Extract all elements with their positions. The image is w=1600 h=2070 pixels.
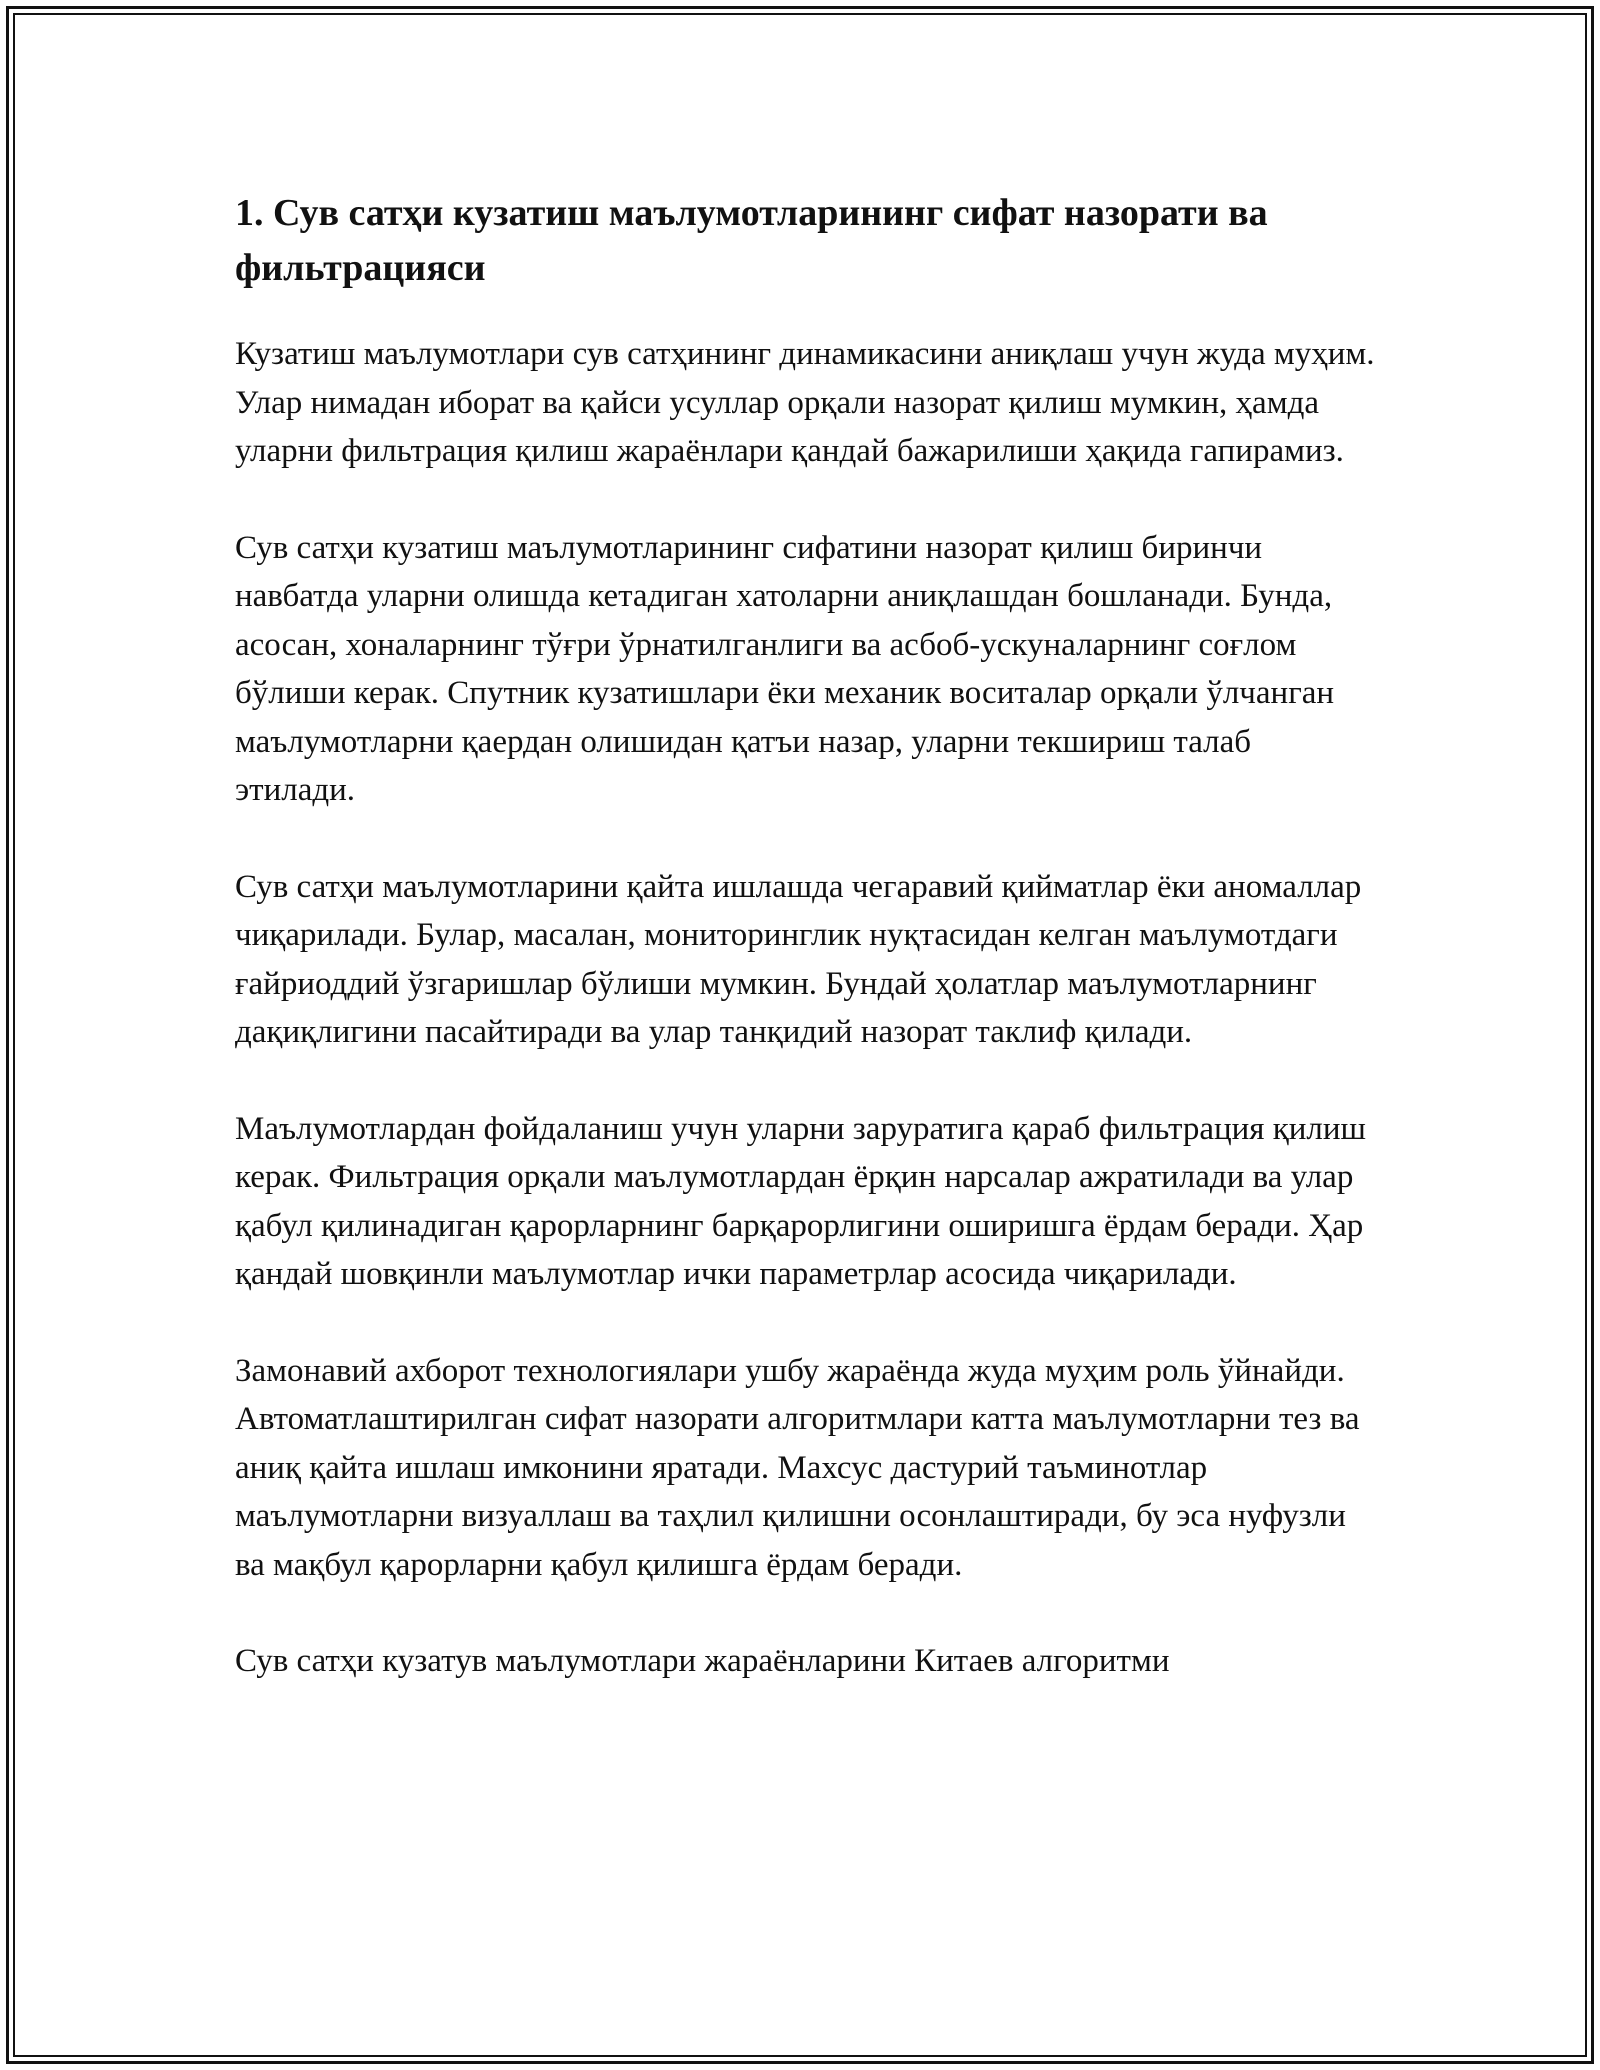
paragraph-6: Сув сатҳи кузатув маълумотлари жараёнларини Китаев алгоритми — [235, 1643, 1170, 1679]
paragraph-5: Замонавий ахборот технологиялари ушбу жараёнда жуда муҳим роль ўйнайди. Автоматлаштирилган сифат назорати алгоритмлари катта маълумотларни тез ва аниқ қайта ишлаш имконини яратади. Махсус дастурий таъминотлар маълумотларни визуаллаш ва таҳлил қилишни осонлаштиради, бу эса нуфузли ва мақбул қарорларни қабул қилишга ёрдам беради. — [235, 1352, 1360, 1583]
paragraph-3: Сув сатҳи маълумотларини қайта ишлашда чегаравий қийматлар ёки аномаллар чиқарилади. Булар, масалан, мониторинглик нуқтасидан келган маълумотдаги ғайриоддий ўзгаришлар бўлиши мумкин. Бундай ҳолатлар маълумотларнинг дақиқлигини пасайтиради ва улар танқидий назорат таклиф қилади. — [235, 868, 1362, 1050]
document-body — [235, 186, 1375, 1734]
paragraph-2: Сув сатҳи кузатиш маълумотларининг сифатини назорат қилиш биринчи навбатда уларни олишда кетадиган хатоларни аниқлашдан бошланади. Бунда, асосан, хоналарнинг тўғри ўрнатилганлиги ва асбоб-ускуналарнинг соғлом бўлиши керак. Спутник кузатишлари ёки механик воситалар орқали ўлчанган маълумотларни қаердан олишидан қатъи назар, уларни текшириш талаб этилади. — [235, 529, 1335, 808]
paragraph-1: Кузатиш маълумотлари сув сатҳининг динамикасини аниқлаш учун жуда муҳим. Улар нимадан иборат ва қайси усуллар орқали назорат қилиш мумкин, ҳамда уларни фильтрация қилиш жараёнлари қандай бажарилиши ҳақида гапирамиз. — [235, 336, 1375, 469]
section-heading: 1. Сув сатҳи кузатиш маълумотларининг сифат назорати ва фильтрацияси — [235, 192, 1268, 289]
paragraph-4: Маълумотлардан фойдаланиш учун уларни заруратига қараб фильтрация қилиш керак. Фильтрация орқали маълумотлардан ёрқин нарсалар ажратилади ва улар қабул қилинадиган қарорларнинг барқарорлигини оширишга ёрдам беради. Ҳар қандай шовқинли маълумотлар ички параметрлар асосида чиқарилади. — [235, 1110, 1366, 1292]
